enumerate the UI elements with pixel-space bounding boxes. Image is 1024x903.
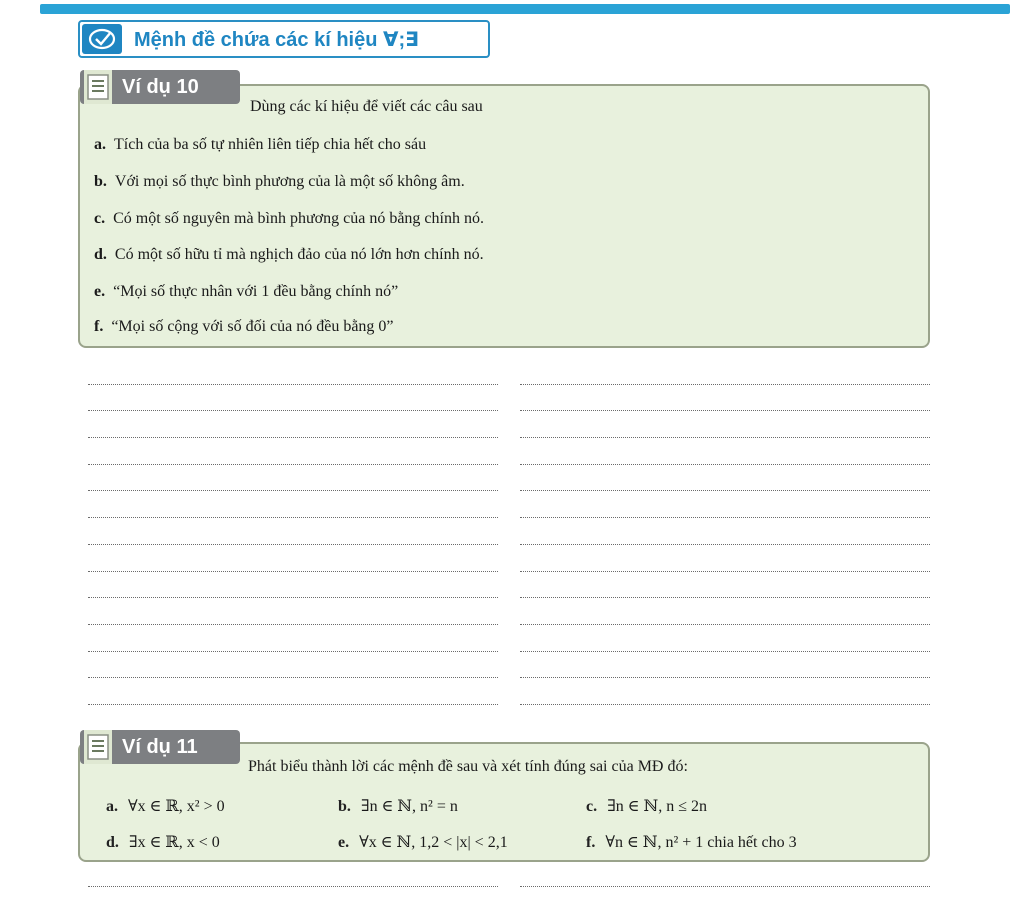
example-10-tag: [80, 70, 240, 104]
list-item: e. ∀x ∈ ℕ, 1,2 < |x| < 2,1: [338, 834, 508, 851]
answer-lines-10: [88, 358, 930, 705]
list-item: d. Có một số hữu tỉ mà nghịch đảo của nó lớn hơn chính nó.: [94, 246, 484, 263]
list-item: c. ∃n ∈ ℕ, n ≤ 2n: [586, 798, 708, 815]
list-item: c. Có một số nguyên mà bình phương của nó bằng chính nó.: [94, 210, 484, 227]
answer-lines-11: [88, 860, 930, 887]
example-10-box: [78, 84, 930, 348]
top-bar: [0, 0, 1024, 16]
section-title: Mệnh đề chứa các kí hiệu ∀;∃: [134, 29, 419, 51]
list-item: f. ∀n ∈ ℕ, n² + 1 chia hết cho 3: [586, 834, 797, 851]
checkmark-circle-icon: [82, 24, 122, 54]
list-item: d. ∃x ∈ ℝ, x < 0: [106, 834, 220, 851]
list-item: b. Với mọi số thực bình phương của là một số không âm.: [94, 173, 465, 190]
notebook-icon: [84, 70, 112, 104]
example-11-tag: [80, 730, 240, 764]
list-item: f. “Mọi số cộng với số đối của nó đều bằng 0”: [94, 318, 394, 335]
list-item: a. ∀x ∈ ℝ, x² > 0: [106, 798, 225, 815]
list-item: e. “Mọi số thực nhân với 1 đều bằng chính nó”: [94, 283, 399, 300]
list-item: a. Tích của ba số tự nhiên liên tiếp chia hết cho sáu: [94, 136, 427, 153]
section-title-box: [78, 20, 490, 58]
example-10-label: Ví dụ 10: [122, 75, 199, 98]
example-10-intro: Dùng các kí hiệu để viết các câu sau: [250, 98, 483, 115]
example-11-label: Ví dụ 11: [122, 735, 198, 758]
notebook-icon: [84, 730, 112, 764]
example-11-intro: Phát biểu thành lời các mệnh đề sau và xét tính đúng sai của MĐ đó:: [248, 758, 688, 775]
list-item: b. ∃n ∈ ℕ, n² = n: [338, 798, 458, 815]
